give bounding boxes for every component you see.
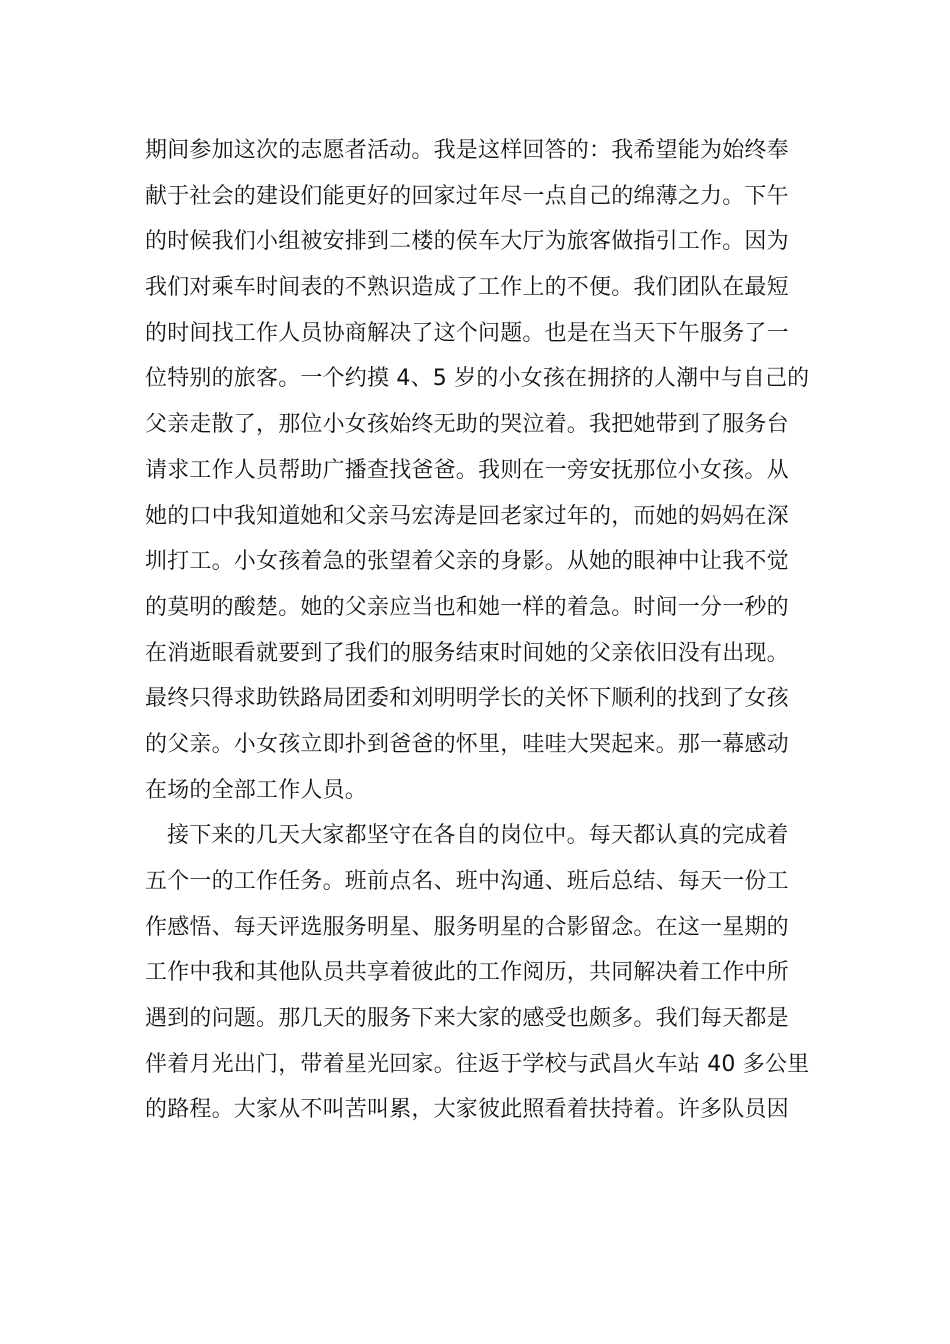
text-line-15: 在场的全部工作人员。 — [145, 777, 368, 803]
text-line-18: 作感悟、每天评选服务明星、服务明星的合影留念。在这一星期的 — [145, 914, 789, 940]
text-line-5: 的时间找工作人员协商解决了这个问题。也是在当天下午服务了一 — [145, 320, 789, 346]
text-line-17: 五个一的工作任务。班前点名、班中沟通、班后总结、每天一份工 — [145, 869, 789, 894]
text-line-1: 期间参加这次的志愿者活动。我是这样回答的：我希望能为始终奉 — [145, 138, 789, 163]
text-line-2: 献于社会的建设们能更好的回家过年尽一点自己的绵薄之力。下午 — [145, 183, 789, 209]
text-line-9: 她的口中我知道她和父亲马宏涛是回老家过年的，而她的妈妈在深 — [145, 503, 789, 529]
text-line-14: 的父亲。小女孩立即扑到爸爸的怀里，哇哇大哭起来。那一幕感动 — [145, 731, 789, 757]
text-line-20: 遇到的问题。那几天的服务下来大家的感受也颇多。我们每天都是 — [145, 1006, 789, 1032]
text-line-13: 最终只得求助铁路局团委和刘明明学长的关怀下顺利的找到了女孩 — [145, 686, 789, 712]
text-line-8: 请求工作人员帮助广播查找爸爸。我则在一旁安抚那位小女孩。从 — [145, 457, 789, 483]
text-line-6: 位特别的旅客。一个约摸 4、5 岁的小女孩在拥挤的人潮中与自己的 — [145, 366, 810, 392]
text-line-12: 在消逝眼看就要到了我们的服务结束时间她的父亲依旧没有出现。 — [145, 640, 789, 666]
text-line-22: 的路程。大家从不叫苦叫累，大家彼此照看着扶持着。许多队员因 — [145, 1097, 789, 1123]
text-line-7: 父亲走散了，那位小女孩始终无助的哭泣着。我把她带到了服务台 — [145, 412, 789, 438]
document-body — [145, 128, 815, 1133]
text-line-10: 圳打工。小女孩着急的张望着父亲的身影。从她的眼神中让我不觉 — [145, 549, 789, 575]
text-line-11: 的莫明的酸楚。她的父亲应当也和她一样的着急。时间一分一秒的 — [145, 594, 789, 620]
text-line-3: 的时候我们小组被安排到二楼的侯车大厅为旅客做指引工作。因为 — [145, 229, 789, 255]
text-line-16: 接下来的几天大家都坚守在各自的岗位中。每天都认真的完成着 — [167, 823, 789, 849]
text-line-19: 工作中我和其他队员共享着彼此的工作阅历，共同解决着工作中所 — [145, 960, 789, 986]
text-line-4: 我们对乘车时间表的不熟识造成了工作上的不便。我们团队在最短 — [145, 275, 789, 301]
text-line-21: 伴着月光出门，带着星光回家。往返于学校与武昌火车站 40 多公里 — [145, 1051, 810, 1077]
